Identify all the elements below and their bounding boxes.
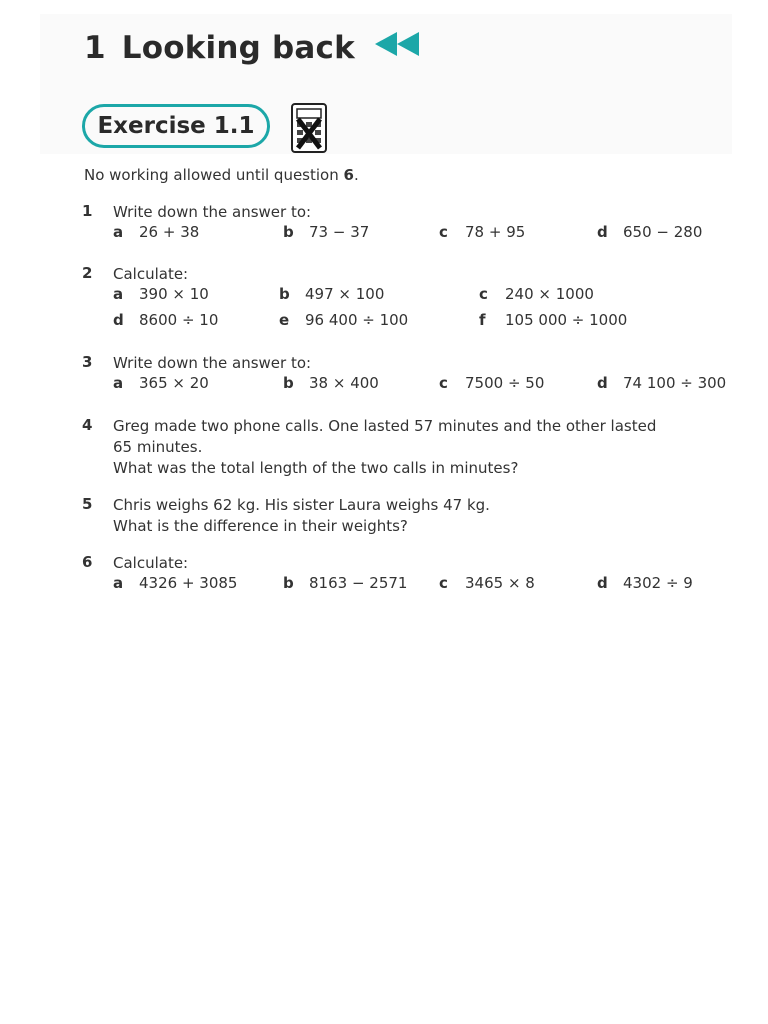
- question-parts: [113, 374, 727, 400]
- question-number: 3: [82, 353, 93, 371]
- exercise-heading: [82, 104, 270, 148]
- instructions-text: No working allowed until question: [84, 166, 344, 184]
- instructions-suffix: .: [353, 166, 359, 184]
- question-text: Calculate:: [113, 554, 189, 572]
- rewind-icon: [373, 30, 421, 66]
- question-text: Calculate:: [113, 265, 189, 283]
- question-part: d 4302 ÷ 9: [597, 574, 693, 592]
- question-text: Write down the answer to:: [113, 203, 312, 221]
- question-part: a 365 × 20: [113, 374, 209, 392]
- question-number: 1: [82, 202, 93, 220]
- question-parts: [113, 311, 722, 337]
- question-5: [82, 495, 722, 537]
- question-2: [82, 264, 722, 337]
- exercise-instructions: [84, 166, 359, 184]
- question-number: 5: [82, 495, 93, 513]
- question-part: c 7500 ÷ 50: [439, 374, 545, 392]
- question-number: 2: [82, 264, 93, 282]
- question-text: Write down the answer to:: [113, 354, 312, 372]
- question-part: c 240 × 1000: [479, 285, 594, 303]
- question-parts: [113, 574, 722, 600]
- question-part: f 105 000 ÷ 1000: [479, 311, 628, 329]
- question-part: b 73 − 37: [283, 223, 370, 241]
- question-part: e 96 400 ÷ 100: [279, 311, 409, 329]
- question-part: a 4326 + 3085: [113, 574, 238, 592]
- question-text: What was the total length of the two calls in minutes?: [113, 459, 519, 477]
- question-text: What is the difference in their weights?: [113, 517, 408, 535]
- chapter-title-text: Looking back: [121, 30, 355, 66]
- question-part: c 78 + 95: [439, 223, 526, 241]
- question-part: b 38 × 400: [283, 374, 379, 392]
- instructions-question-ref: 6: [343, 166, 354, 184]
- question-part: d 8600 ÷ 10: [113, 311, 219, 329]
- question-part: c 3465 × 8: [439, 574, 535, 592]
- question-parts: [113, 285, 722, 311]
- question-parts: [113, 223, 722, 249]
- no-calculator-icon: [290, 102, 328, 158]
- question-1: [82, 202, 722, 249]
- question-part: d 74 100 ÷ 300: [597, 374, 727, 392]
- question-part: a 390 × 10: [113, 285, 209, 303]
- question-6: [82, 553, 722, 600]
- question-part: a 26 + 38: [113, 223, 200, 241]
- question-part: b 497 × 100: [279, 285, 385, 303]
- question-number: 6: [82, 553, 93, 571]
- question-4: [82, 416, 722, 479]
- chapter-number: 1: [84, 30, 106, 66]
- question-number: 4: [82, 416, 93, 434]
- question-text: 65 minutes.: [113, 438, 203, 456]
- question-text: Chris weighs 62 kg. His sister Laura weighs 47 kg.: [113, 496, 490, 514]
- exercise-label: Exercise 1.1: [97, 113, 255, 139]
- chapter-title: [84, 30, 421, 66]
- question-part: d 650 − 280: [597, 223, 703, 241]
- question-3: [82, 353, 727, 400]
- question-text: Greg made two phone calls. One lasted 57 minutes and the other lasted: [113, 417, 657, 435]
- question-part: b 8163 − 2571: [283, 574, 408, 592]
